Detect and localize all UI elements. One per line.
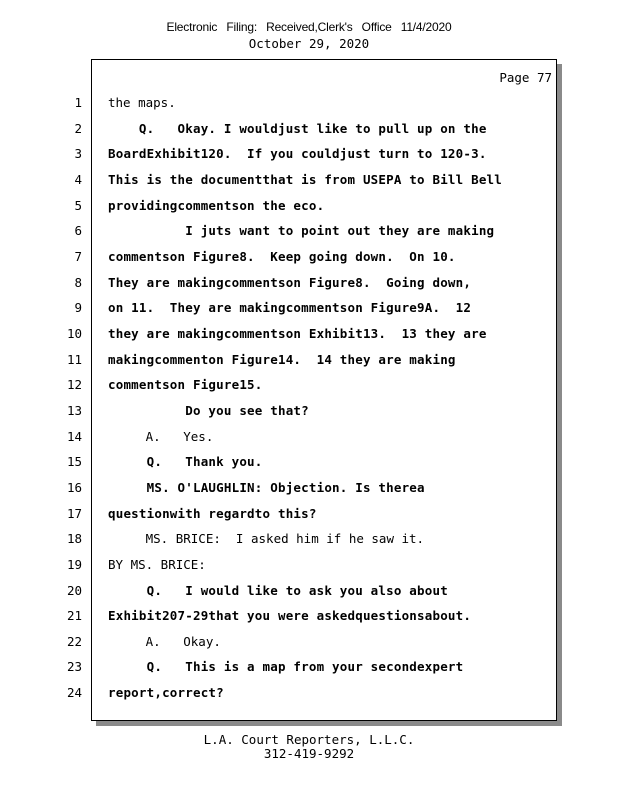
line-number: 3 xyxy=(74,146,82,161)
line-number: 11 xyxy=(66,352,82,367)
transcript-line: A. Yes. xyxy=(108,429,214,444)
page-number: Page 77 xyxy=(499,70,552,85)
line-number: 16 xyxy=(66,480,82,495)
transcript-line: Q. Thank you. xyxy=(108,454,263,469)
transcript-line: makingcommenton Figure14. 14 they are making xyxy=(108,352,456,367)
filing-stamp: Electronic Filing: Received,Clerk's Office 11/4/2020 xyxy=(166,20,452,34)
transcript-line: BoardExhibit120. If you couldjust turn to 120-3. xyxy=(108,146,487,161)
transcript-line: questionwith regardto this? xyxy=(108,506,317,521)
transcript-line: Q. Okay. I wouldjust like to pull up on the xyxy=(108,121,487,136)
line-number: 14 xyxy=(66,429,82,444)
footer-phone: 312-419-9292 xyxy=(263,746,355,761)
line-number: 7 xyxy=(74,249,82,264)
transcript-line: commentson Figure15. xyxy=(108,377,263,392)
line-number: 10 xyxy=(66,326,82,341)
line-number: 9 xyxy=(74,300,82,315)
line-number: 24 xyxy=(66,685,82,700)
line-number: 4 xyxy=(74,172,82,187)
line-number: 1 xyxy=(74,95,82,110)
transcript-line: they are makingcommentson Exhibit13. 13 they are xyxy=(108,326,487,341)
transcript-line: on 11. They are makingcommentson Figure9A. 12 xyxy=(108,300,472,315)
transcript-line: providingcommentson the eco. xyxy=(108,198,325,213)
line-number: 5 xyxy=(74,198,82,213)
transcript-line: Q. This is a map from your secondexpert xyxy=(108,659,464,674)
line-number: 22 xyxy=(66,634,82,649)
transcript-line: BY MS. BRICE: xyxy=(108,557,206,572)
line-number: 8 xyxy=(74,275,82,290)
line-number: 17 xyxy=(66,506,82,521)
line-number: 12 xyxy=(66,377,82,392)
transcript-line: report,correct? xyxy=(108,685,224,700)
transcript-line: MS. BRICE: I asked him if he saw it. xyxy=(108,531,425,546)
transcript-line: Q. I would like to ask you also about xyxy=(108,583,448,598)
transcript-line: MS. O'LAUGHLIN: Objection. Is therea xyxy=(108,480,425,495)
line-number: 19 xyxy=(66,557,82,572)
filing-date: October 29, 2020 xyxy=(248,36,370,51)
line-number: 13 xyxy=(66,403,82,418)
transcript-line: This is the documentthat is from USEPA to Bill Bell xyxy=(108,172,503,187)
line-number: 21 xyxy=(66,608,82,623)
line-number: 15 xyxy=(66,454,82,469)
footer-firm-name: L.A. Court Reporters, L.L.C. xyxy=(203,732,415,747)
transcript-line: the maps. xyxy=(108,95,176,110)
transcript-line: They are makingcommentson Figure8. Going down, xyxy=(108,275,472,290)
transcript-line: I juts want to point out they are making xyxy=(108,223,495,238)
line-number: 2 xyxy=(74,121,82,136)
line-number: 23 xyxy=(66,659,82,674)
line-number: 18 xyxy=(66,531,82,546)
line-number: 6 xyxy=(74,223,82,238)
transcript-line: commentson Figure8. Keep going down. On 10. xyxy=(108,249,456,264)
transcript-line: Exhibit207-29that you were askedquestionsabout. xyxy=(108,608,472,623)
transcript-line: Do you see that? xyxy=(108,403,309,418)
line-number: 20 xyxy=(66,583,82,598)
transcript-line: A. Okay. xyxy=(108,634,221,649)
